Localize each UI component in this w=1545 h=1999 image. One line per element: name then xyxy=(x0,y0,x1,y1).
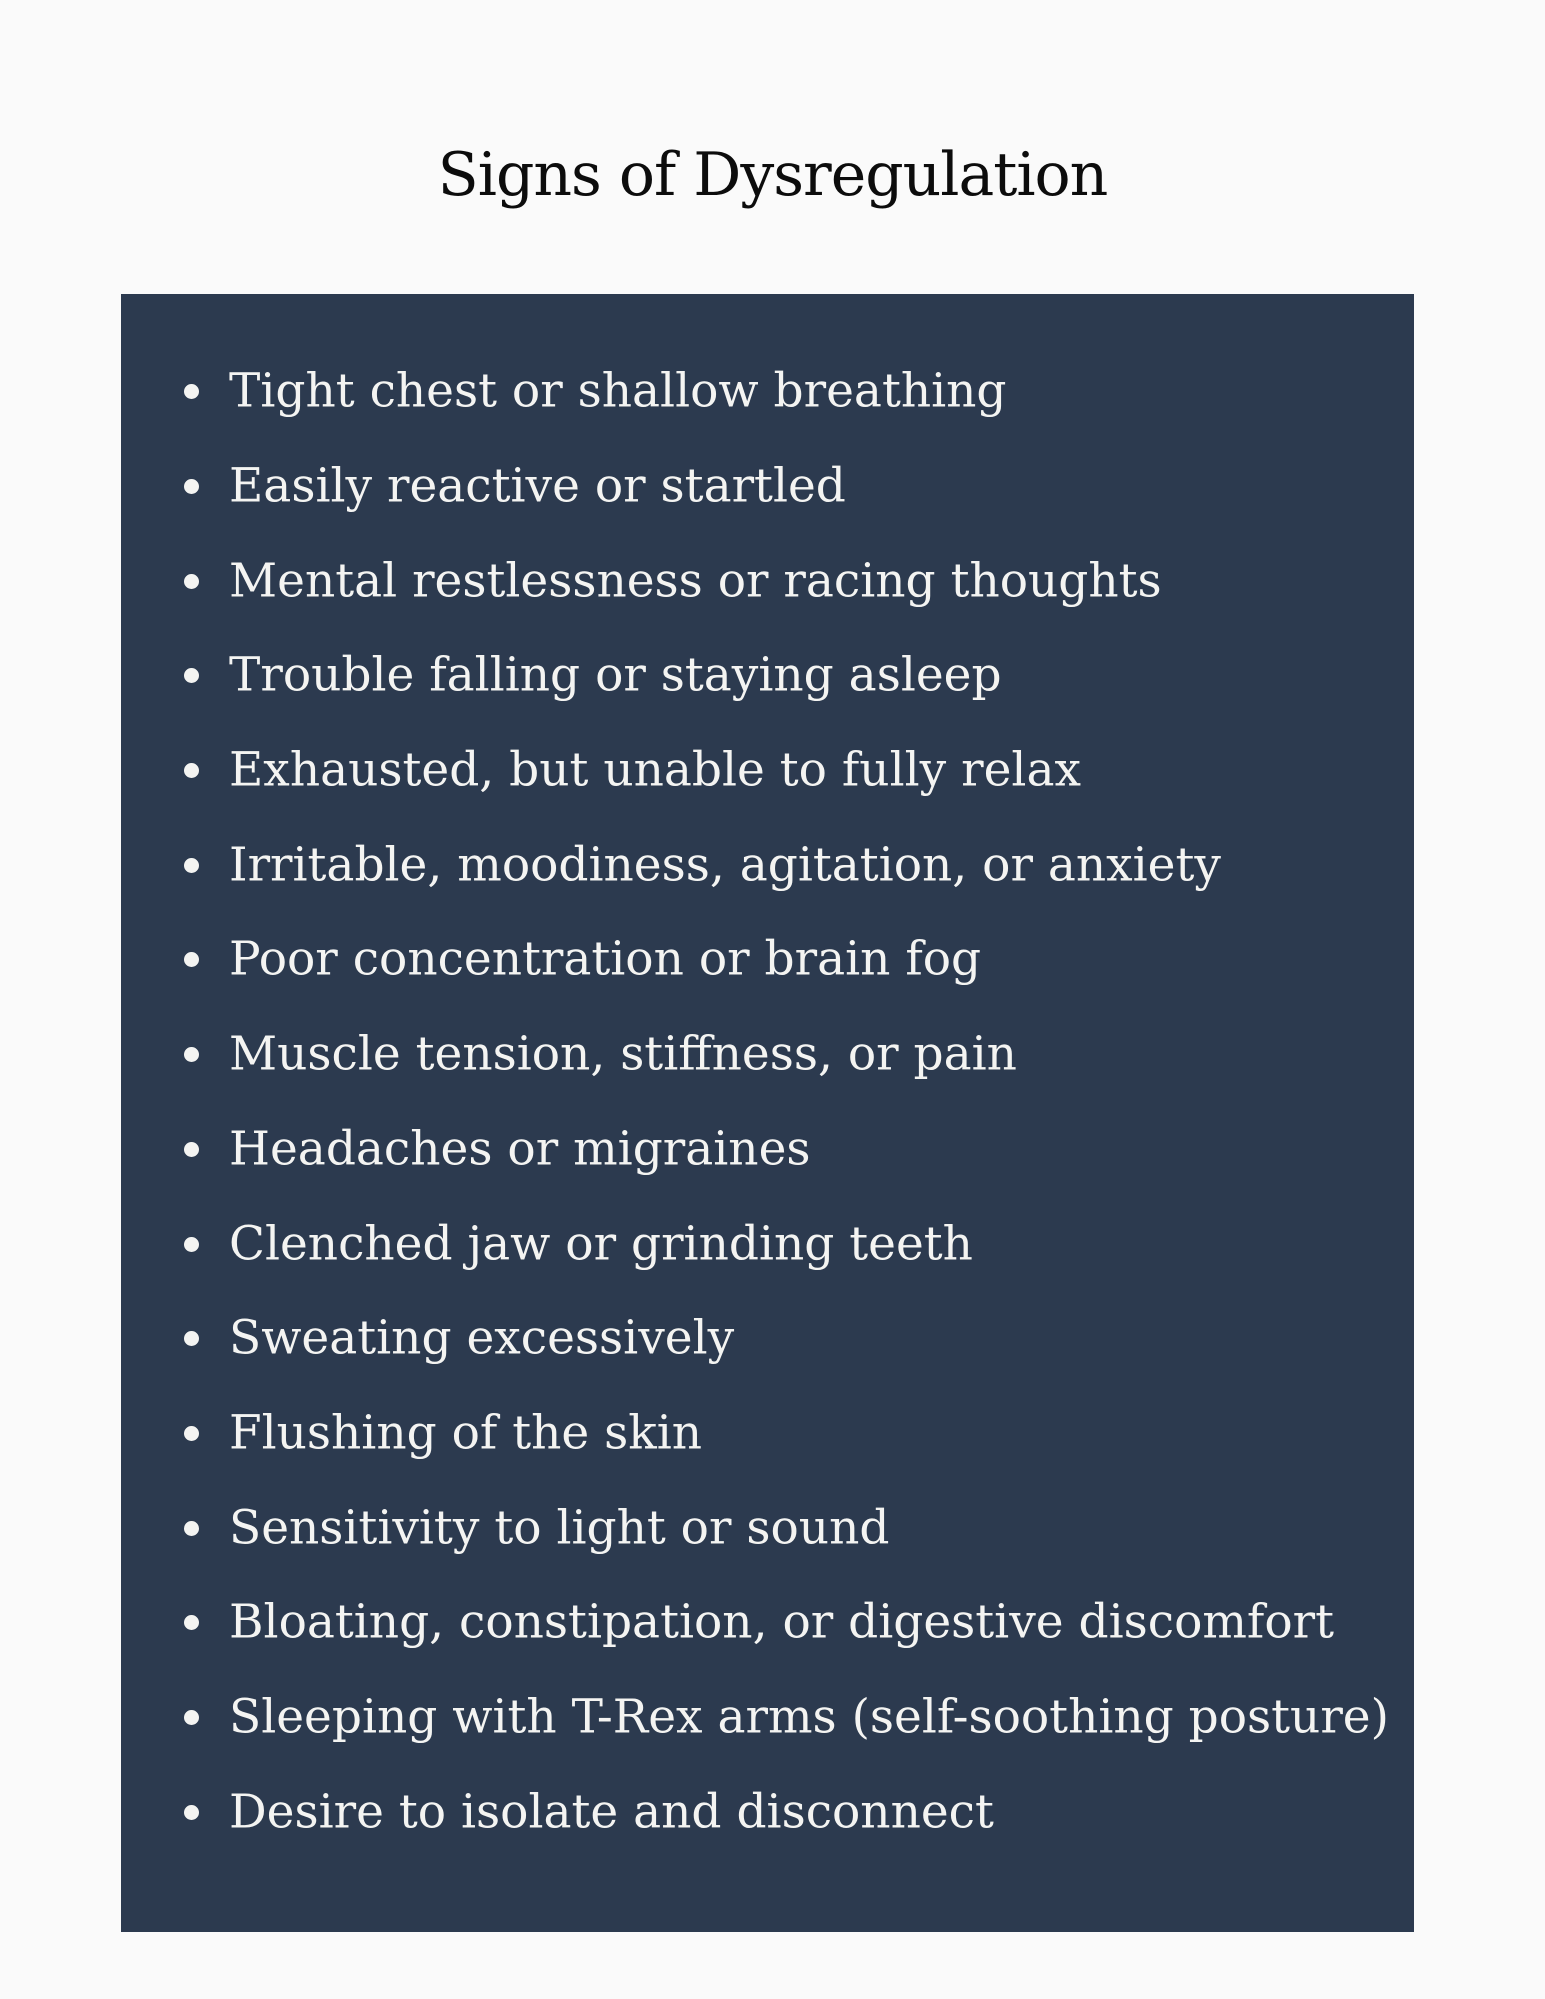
bullet-icon xyxy=(184,668,199,683)
list-item-text: Desire to isolate and disconnect xyxy=(229,1784,994,1840)
list-item xyxy=(121,628,1414,723)
list-item-text: Tight chest or shallow breathing xyxy=(229,363,1007,419)
list-item xyxy=(121,1386,1414,1481)
list-item-text: Muscle tension, stiffness, or pain xyxy=(229,1026,1017,1082)
list-item xyxy=(121,1764,1414,1859)
bullet-icon xyxy=(184,1047,199,1062)
list-item xyxy=(121,1196,1414,1291)
bullet-icon xyxy=(184,1521,199,1536)
list-item xyxy=(121,1670,1414,1765)
list-item xyxy=(121,439,1414,534)
bullet-icon xyxy=(184,1237,199,1252)
bullet-icon xyxy=(184,479,199,494)
list-item-text: Sensitivity to light or sound xyxy=(229,1500,890,1556)
list-item-text: Exhausted, but unable to fully relax xyxy=(229,742,1081,798)
list-item xyxy=(121,1480,1414,1575)
bullet-icon xyxy=(184,1426,199,1441)
list-item-text: Sleeping with T-Rex arms (self-soothing posture) xyxy=(229,1689,1389,1745)
list-item xyxy=(121,723,1414,818)
bullet-icon xyxy=(184,1710,199,1725)
bullet-icon xyxy=(184,574,199,589)
bullet-icon xyxy=(184,952,199,967)
bullet-icon xyxy=(184,1805,199,1820)
bullet-icon xyxy=(184,858,199,873)
list-item xyxy=(121,1102,1414,1197)
list-item-text: Irritable, moodiness, agitation, or anxiety xyxy=(229,837,1221,893)
bullet-icon xyxy=(184,1615,199,1630)
list-item xyxy=(121,1291,1414,1386)
list-item-text: Poor concentration or brain fog xyxy=(229,931,982,987)
list-item-text: Trouble falling or staying asleep xyxy=(229,647,1002,703)
signs-panel xyxy=(121,294,1414,1932)
signs-list xyxy=(121,344,1414,1859)
bullet-icon xyxy=(184,384,199,399)
list-item xyxy=(121,533,1414,628)
list-item xyxy=(121,344,1414,439)
list-item xyxy=(121,1007,1414,1102)
list-item-text: Flushing of the skin xyxy=(229,1405,703,1461)
page-title: Signs of Dysregulation xyxy=(437,140,1108,210)
list-item-text: Headaches or migraines xyxy=(229,1121,811,1177)
list-item-text: Bloating, constipation, or digestive discomfort xyxy=(229,1594,1334,1650)
bullet-icon xyxy=(184,763,199,778)
list-item xyxy=(121,912,1414,1007)
list-item xyxy=(121,817,1414,912)
list-item-text: Clenched jaw or grinding teeth xyxy=(229,1216,973,1272)
list-item-text: Mental restlessness or racing thoughts xyxy=(229,553,1162,609)
bullet-icon xyxy=(184,1142,199,1157)
bullet-icon xyxy=(184,1331,199,1346)
list-item-text: Easily reactive or startled xyxy=(229,458,846,514)
list-item xyxy=(121,1575,1414,1670)
list-item-text: Sweating excessively xyxy=(229,1310,735,1366)
